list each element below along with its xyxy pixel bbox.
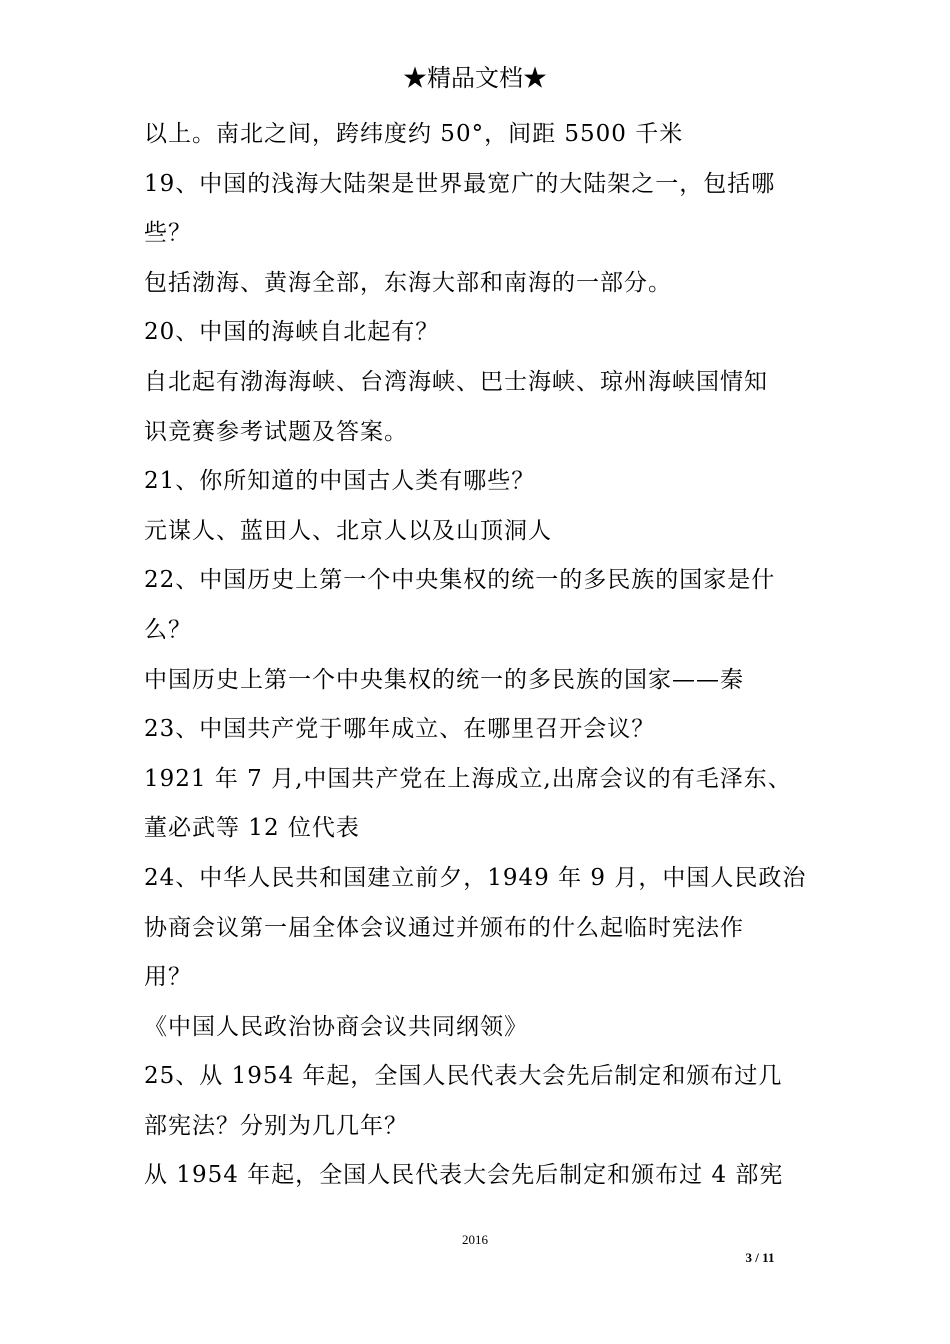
footer-year: 2016 [462,1232,488,1247]
answer-19: 包括渤海、黄海全部，东海大部和南海的一部分。 [144,269,672,296]
text-line: 些？ [144,220,192,247]
question-23: 23、中国共产党于哪年成立、在哪里召开会议？ [144,716,656,743]
answer-23: 1921 年 7 月,中国共产党在上海成立,出席会议的有毛泽东、 [144,765,792,792]
text-line: 协商会议第一届全体会议通过并颁布的什么起临时宪法作 [144,914,744,941]
text-line: 董必武等 12 位代表 [144,815,360,842]
answer-21: 元谋人、蓝田人、北京人以及山顶洞人 [144,517,552,544]
answer-22: 中国历史上第一个中央集权的统一的多民族的国家——秦 [144,666,744,693]
answer-24: 《中国人民政治协商会议共同纲领》 [144,1013,528,1040]
text-line: 部宪法？分别为几几年？ [144,1112,408,1139]
text-line: 用？ [144,964,192,991]
page-header: ★精品文档★ [403,64,547,92]
question-20: 20、中国的海峡自北起有？ [144,319,440,346]
question-25: 25、从 1954 年起，全国人民代表大会先后制定和颁布过几 [144,1063,783,1090]
question-24: 24、中华人民共和国建立前夕，1949 年 9 月，中国人民政治 [144,864,807,891]
document-body [144,110,814,1201]
text-line: 么？ [144,616,192,643]
question-21: 21、你所知道的中国古人类有哪些？ [144,468,536,495]
page-number: 3 / 11 [745,1250,775,1265]
text-line: 以上。南北之间，跨纬度约 50°，间距 5500 千米 [144,121,684,147]
answer-25: 从 1954 年起，全国人民代表大会先后制定和颁布过 4 部宪 [144,1162,784,1189]
question-22: 22、中国历史上第一个中央集权的统一的多民族的国家是什 [144,567,776,594]
text-line: 识竞赛参考试题及答案。 [144,418,408,445]
answer-20: 自北起有渤海海峡、台湾海峡、巴士海峡、琼州海峡国情知 [144,368,768,395]
question-19: 19、中国的浅海大陆架是世界最宽广的大陆架之一，包括哪 [144,170,776,197]
